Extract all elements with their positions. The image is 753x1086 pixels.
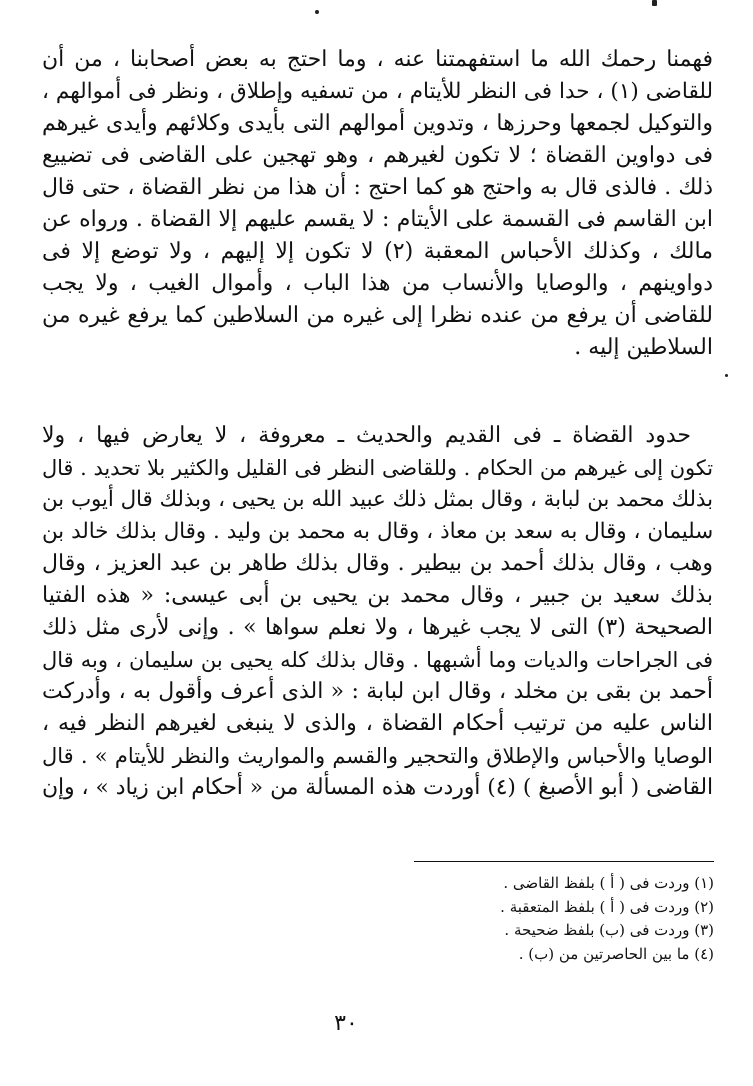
text-line: بذلك سعيد بن جبير ، وقال محمد بن يحيى بن أبى عيسى: « هذه الفتيا <box>42 583 713 608</box>
print-speck <box>315 10 319 14</box>
text-line: أحمد بن بقى بن مخلد ، وقال ابن لبابة : « الذى أعرف وأقول به ، وأدركت <box>42 679 713 704</box>
text-line: فى دواوين القضاة ؛ لا تكون لغيرهم ، وهو تهجين على القاضى فى تضييع <box>42 143 713 168</box>
text-line: مالك ، وكذلك الأحباس المعقبة (٢) لا تكون إلا إليهم ، ولا توضع إلا فى <box>42 239 713 264</box>
footnote: (٣) وردت فى (ب) بلفظ ضحيحة . <box>504 921 714 939</box>
text-line: دواوينهم ، والوصايا والأنساب من هذا الباب ، وأموال الغيب ، ولا يجب <box>42 271 713 296</box>
text-line: حدود القضاة ـ فى القديم والحديث ـ معروفة ، لا يعارض فيها ، ولا <box>42 423 691 448</box>
text-line: وهب ، وقال بذلك أحمد بن بيطير . وقال بذلك طاهر بن عبد العزيز ، وقال <box>42 551 713 576</box>
text-line: سليمان ، وقال به سعد بن معاذ ، وقال به محمد بن وليد . وقال بذلك خالد بن <box>42 519 713 544</box>
text-line: القاضى ( أبو الأصبغ ) (٤) أوردت هذه المسألة من « أحكام ابن زياد » ، وإن <box>42 775 713 800</box>
text-line: والتوكيل لجمعها وحرزها ، وتدوين أموالهم التى بأيدى وكلائهم وأيدى غيرهم <box>42 111 713 136</box>
text-line: للقاضى (١) ، حدا فى النظر للأيتام ، من تسفيه وإطلاق ، ونظر فى أموالهم ، <box>42 79 713 104</box>
print-speck <box>652 0 657 6</box>
text-line: فى الجراحات والديات وما أشبهها . وقال بذلك كله يحيى بن سليمان ، وبه قال <box>42 648 713 672</box>
text-line: الناس عليه من ترتيب أحكام القضاة ، والذى لا ينبغى لغيرهم النظر فيه ، <box>42 711 713 736</box>
footnotes <box>300 872 714 966</box>
text-line: فهمنا رحمك الله ما استفهمتنا عنه ، وما احتج به بعض أصحابنا ، من أن <box>42 47 713 72</box>
text-line: الوصايا والأحباس والإطلاق والتحجير والقسم والمواريث والنظر للأيتام » . قال <box>42 744 713 768</box>
footnote-divider <box>414 861 714 862</box>
footnote: (٢) وردت فى ( أ ) بلفظ المتعقبة . <box>500 897 714 916</box>
text-line: السلاطين إليه . <box>574 335 713 360</box>
text-line: ابن القاسم فى القسمة على الأيتام : لا يقسم عليهم إلا القضاة . ورواه عن <box>42 207 713 232</box>
paragraph-1 <box>42 44 713 364</box>
text-line: ذلك . فالذى قال به واحتج هو كما احتج : أن هذا من نظر القضاة ، حتى قال <box>42 175 713 200</box>
text-line: تكون إلى غيرهم من الحكام . وللقاضى النظر فى القليل والكثير بلا تحديد . قال <box>42 456 713 480</box>
page-number: ٣٠ <box>334 1011 358 1036</box>
text-line: بذلك محمد بن لبابة ، وقال بمثل ذلك عبيد الله بن يحيى ، وبذلك قال أيوب بن <box>42 487 713 512</box>
footnote: (١) وردت فى ( أ ) بلفظ القاضى . <box>503 874 714 892</box>
text-line: للقاضى أن يرفع من عنده نظرا إلى غيره من السلاطين كما يرفع غيره من <box>42 303 713 328</box>
paragraph-2 <box>42 420 713 804</box>
text-line: الصحيحة (٣) التى لا يجب غيرها ، ولا نعلم سواها » . وإنى لأرى مثل ذلك <box>42 615 714 640</box>
footnote: (٤) ما بين الحاصرتين من (ب) . <box>518 944 714 963</box>
print-speck <box>725 374 728 377</box>
